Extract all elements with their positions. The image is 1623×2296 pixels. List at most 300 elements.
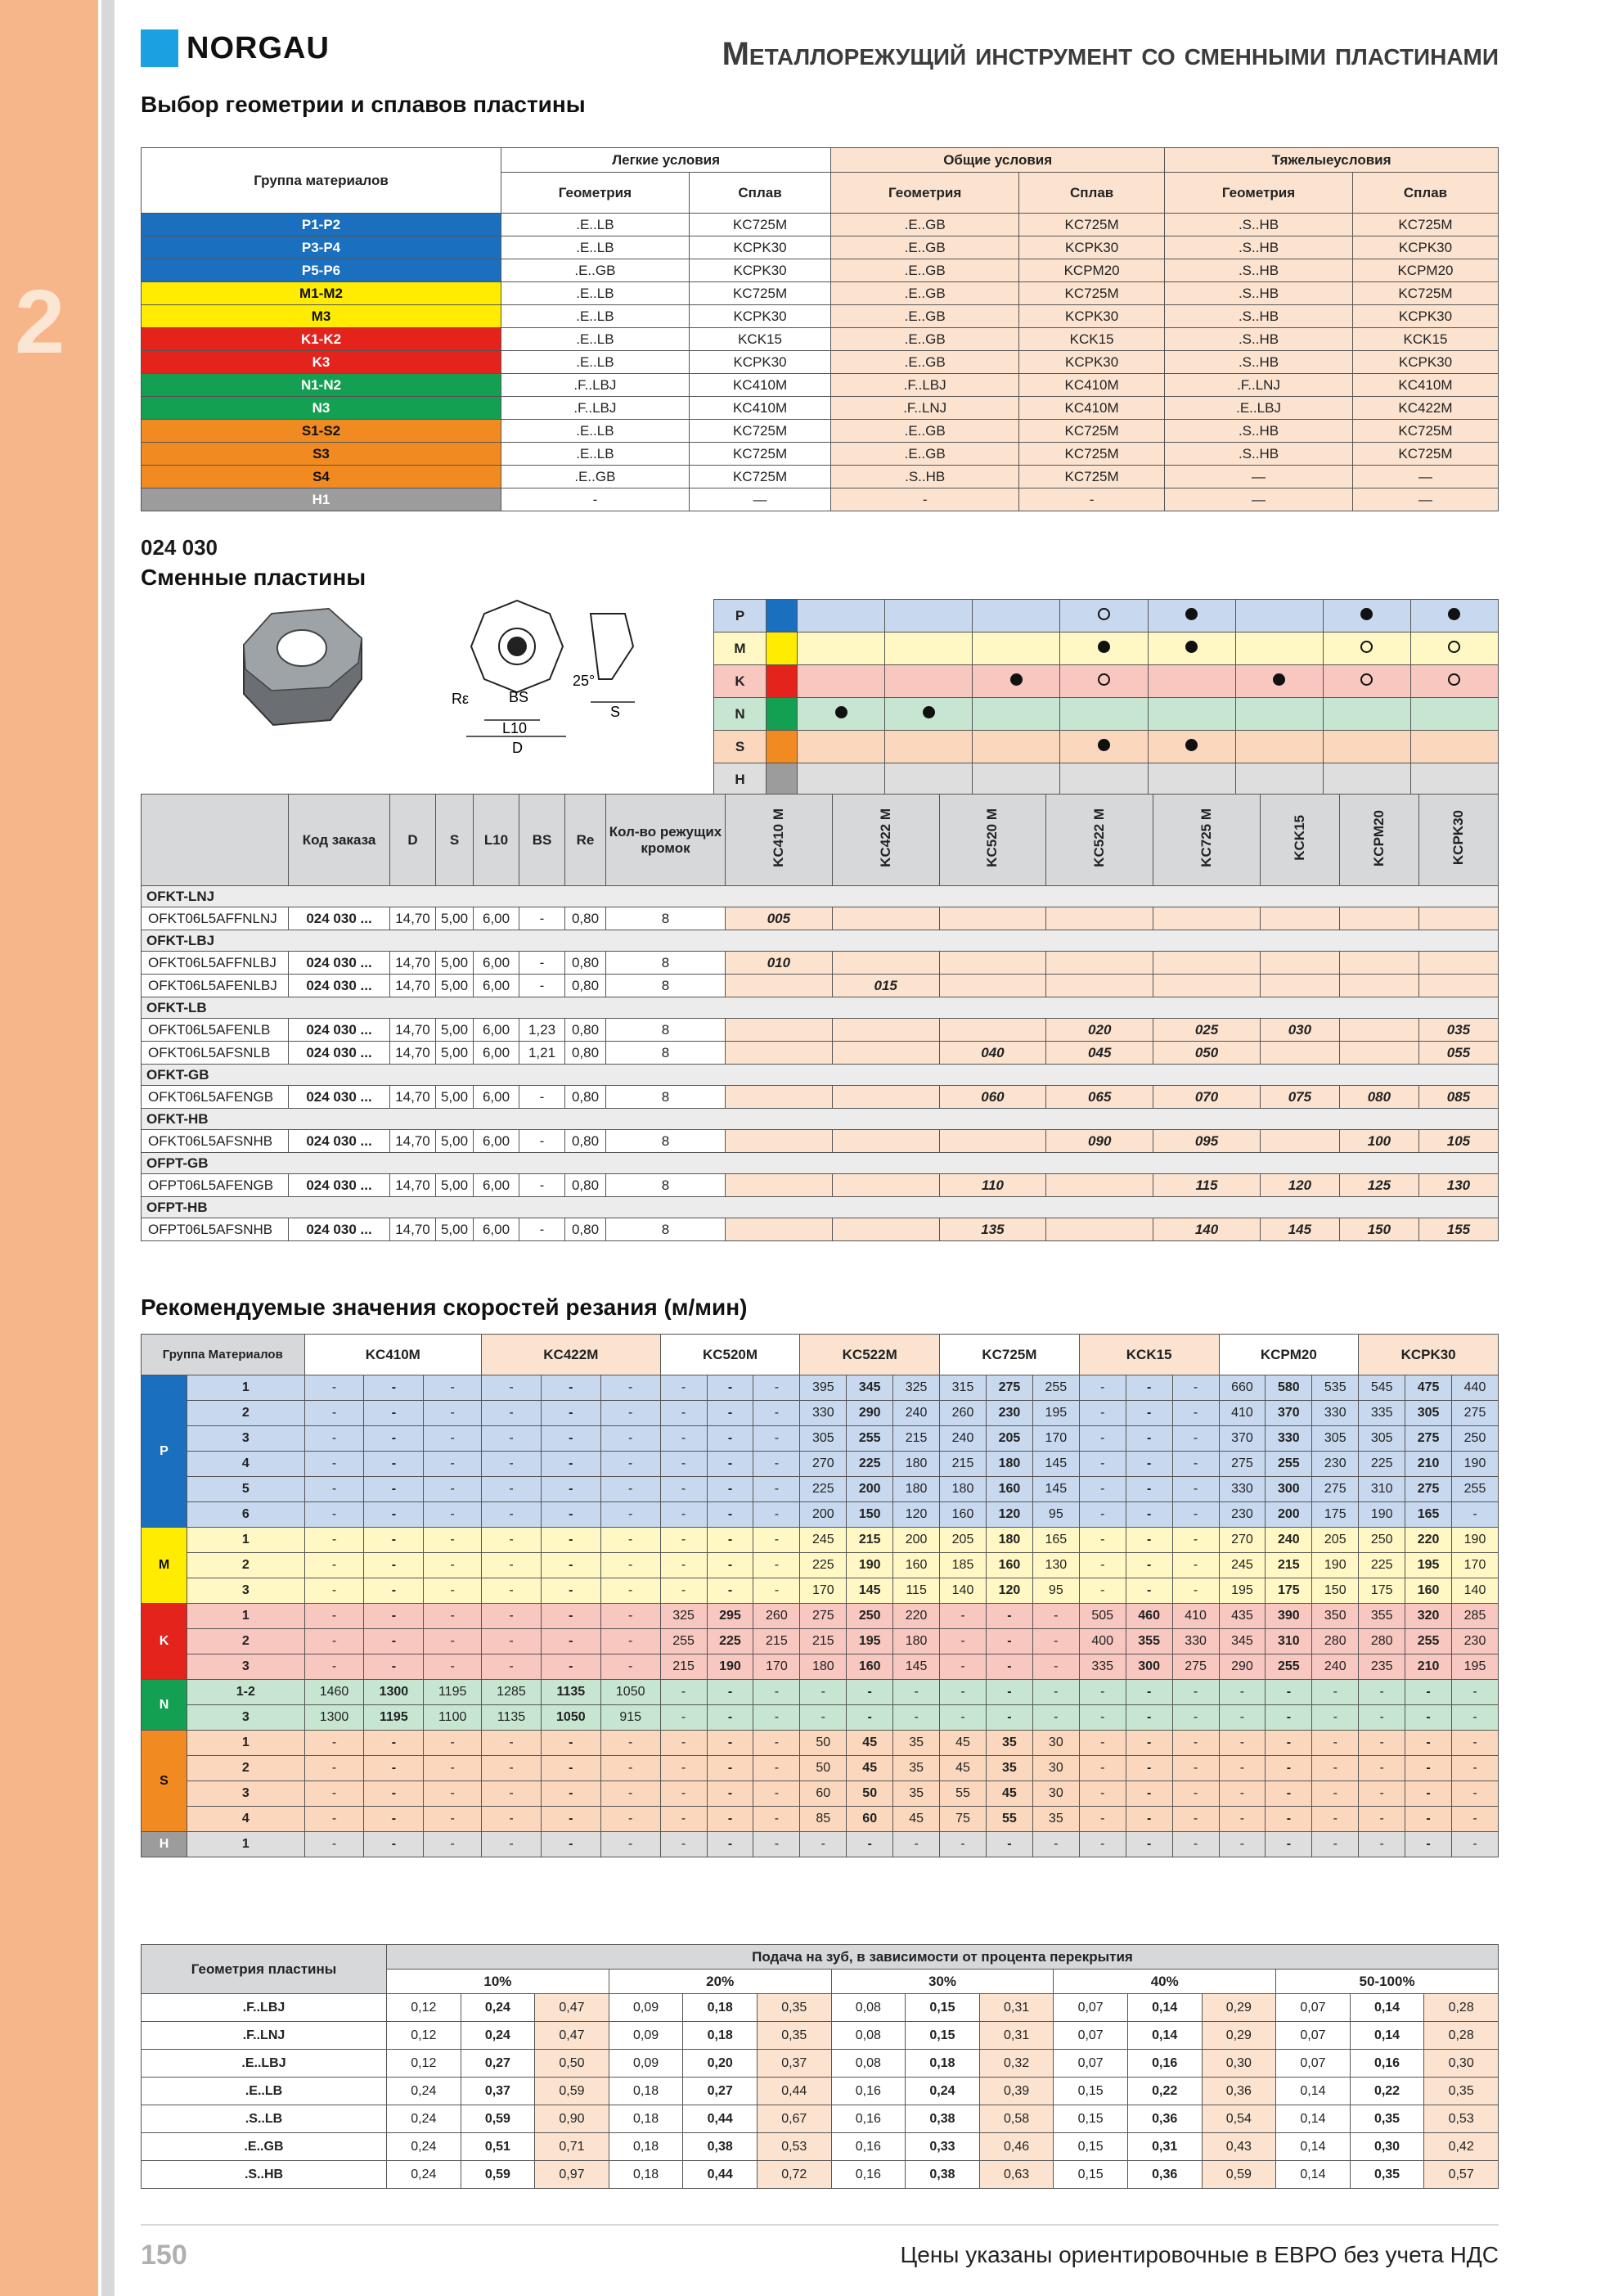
matrix-cell xyxy=(1323,633,1410,665)
ring-dot-icon xyxy=(1098,608,1110,620)
speed-cell: - xyxy=(364,1604,424,1629)
speed-cell: - xyxy=(753,1832,800,1857)
grade-code-cell: 025 xyxy=(1153,1019,1261,1042)
speed-cell: - xyxy=(1172,1781,1219,1807)
dim-bs: 1,21 xyxy=(519,1042,565,1065)
overlap-header: 20% xyxy=(609,1970,831,1994)
speed-cell: - xyxy=(1126,1426,1172,1452)
speed-group-cell: P xyxy=(142,1375,187,1528)
speed-grade-header: KC522M xyxy=(800,1335,940,1375)
speed-cell: 1100 xyxy=(424,1705,482,1731)
filled-dot-icon xyxy=(923,706,935,718)
dim-s: 5,00 xyxy=(436,975,474,997)
col-alloy-header: Сплав xyxy=(1352,173,1498,214)
speed-cell: - xyxy=(1405,1756,1452,1781)
grade-code-cell: 090 xyxy=(1046,1130,1153,1153)
grade-label: KCK15 xyxy=(1291,815,1307,861)
dim-re: 0,80 xyxy=(565,907,606,930)
feed-value: 0,07 xyxy=(1276,2022,1351,2050)
feed-value: 0,59 xyxy=(461,2161,535,2189)
speed-cell: - xyxy=(940,1629,987,1654)
speed-cell: - xyxy=(541,1401,600,1426)
feed-value: 0,54 xyxy=(1202,2105,1276,2133)
speed-cell: 280 xyxy=(1312,1629,1359,1654)
speed-cell: - xyxy=(1405,1832,1452,1857)
speed-cell: - xyxy=(600,1528,660,1553)
overlap-header: 50-100% xyxy=(1276,1970,1499,1994)
speed-cell: 305 xyxy=(1359,1426,1405,1452)
grade-label: KC422 M xyxy=(877,808,893,867)
selection-cell: .E..GB xyxy=(831,328,1019,351)
grade-code-cell xyxy=(1339,975,1418,997)
matrix-row xyxy=(714,600,1499,633)
speed-cell: - xyxy=(660,1528,707,1553)
speed-cell: 275 xyxy=(1312,1477,1359,1502)
feed-value: 0,33 xyxy=(906,2133,980,2161)
speed-cell: 220 xyxy=(1405,1528,1452,1553)
matrix-cell xyxy=(798,698,885,731)
feed-value: 0,39 xyxy=(979,2078,1054,2105)
selection-row xyxy=(142,328,1499,351)
speed-cell: - xyxy=(753,1756,800,1781)
speed-cell: - xyxy=(1172,1832,1219,1857)
speed-cell: - xyxy=(424,1502,482,1528)
speed-cell: - xyxy=(660,1705,707,1731)
grade-code-cell: 050 xyxy=(1153,1042,1261,1065)
speed-cell: - xyxy=(1079,1781,1126,1807)
speed-cell: - xyxy=(1219,1756,1266,1781)
feed-value: 0,14 xyxy=(1127,1994,1202,2022)
overlap-header: 40% xyxy=(1054,1970,1276,1994)
feed-value: 0,28 xyxy=(1424,2022,1499,2050)
feed-value: 0,30 xyxy=(1202,2050,1276,2078)
material-group-cell: S3 xyxy=(142,443,501,466)
speed-cell: - xyxy=(1452,1832,1499,1857)
speed-cell: - xyxy=(1126,1807,1172,1832)
speed-cell: 220 xyxy=(893,1604,940,1629)
filled-dot-icon xyxy=(1098,641,1110,653)
matrix-cell xyxy=(1410,763,1498,796)
filled-dot-icon xyxy=(1360,608,1373,620)
order-code: 024 030 ... xyxy=(289,952,390,975)
feed-value: 0,44 xyxy=(683,2105,758,2133)
speed-cell: - xyxy=(1405,1680,1452,1705)
feed-value: 0,32 xyxy=(979,2050,1054,2078)
speed-cell: 305 xyxy=(1312,1426,1359,1452)
speed-cell: - xyxy=(1172,1578,1219,1604)
grade-code-cell xyxy=(1153,975,1261,997)
dim-l10: 6,00 xyxy=(474,1086,519,1109)
feed-geometry: .E..LB xyxy=(142,2078,387,2105)
speed-cell: 145 xyxy=(1032,1477,1079,1502)
speed-cell: - xyxy=(1079,1756,1126,1781)
feed-value: 0,09 xyxy=(609,2022,683,2050)
feed-value: 0,63 xyxy=(979,2161,1054,2189)
grade-label: KC725 M xyxy=(1198,808,1215,867)
material-group-cell: P1-P2 xyxy=(142,214,501,236)
grade-header xyxy=(1260,795,1339,886)
feed-value: 0,07 xyxy=(1054,2022,1128,2050)
dim-s: 5,00 xyxy=(436,1218,474,1241)
selection-cell: .E..GB xyxy=(831,259,1019,282)
speed-cell: 250 xyxy=(847,1604,893,1629)
col-header: D xyxy=(390,795,436,886)
feed-value: 0,24 xyxy=(387,2105,461,2133)
speed-cell: 30 xyxy=(1032,1756,1079,1781)
feed-value: 0,08 xyxy=(831,2050,906,2078)
selection-cell: .F..LNJ xyxy=(831,397,1019,420)
speed-cell: - xyxy=(364,1401,424,1426)
speed-grade-header: KCPM20 xyxy=(1219,1335,1359,1375)
speed-cell: - xyxy=(986,1832,1032,1857)
label-s: S xyxy=(610,704,621,720)
feed-geometry: .E..LBJ xyxy=(142,2050,387,2078)
selection-row xyxy=(142,488,1499,511)
feed-value: 0,44 xyxy=(757,2078,831,2105)
speed-cell: - xyxy=(364,1654,424,1680)
dim-re: 0,80 xyxy=(565,1086,606,1109)
speed-cell: 45 xyxy=(893,1807,940,1832)
feed-value: 0,18 xyxy=(906,2050,980,2078)
selection-cell: KCPK30 xyxy=(689,236,830,259)
speed-cell: 240 xyxy=(1266,1528,1312,1553)
matrix-cell xyxy=(1060,763,1148,796)
group-name: OFKT-LBJ xyxy=(142,930,1499,952)
grade-code-cell xyxy=(832,1042,939,1065)
dim-s: 5,00 xyxy=(436,1174,474,1197)
speed-row xyxy=(142,1705,1499,1731)
insert-code: OFKT06L5AFSNLB xyxy=(142,1042,289,1065)
insert-code: OFPT06L5AFENGB xyxy=(142,1174,289,1197)
speed-cell: 35 xyxy=(986,1756,1032,1781)
speed-cell: - xyxy=(660,1756,707,1781)
speed-cell: - xyxy=(753,1477,800,1502)
speed-row xyxy=(142,1528,1499,1553)
grade-code-cell xyxy=(726,1086,833,1109)
dim-bs: - xyxy=(519,907,565,930)
geometry-alloy-table xyxy=(141,147,1499,511)
feed-value: 0,07 xyxy=(1054,1994,1128,2022)
speed-cell: - xyxy=(1172,1553,1219,1578)
speed-cell: - xyxy=(1079,1705,1126,1731)
matrix-cell xyxy=(1060,600,1148,633)
speed-cell: 330 xyxy=(1312,1401,1359,1426)
feed-value: 0,51 xyxy=(461,2133,535,2161)
speed-cell: - xyxy=(660,1452,707,1477)
group-row xyxy=(142,1109,1499,1130)
dim-d: 14,70 xyxy=(390,1042,436,1065)
speed-cell: 45 xyxy=(940,1731,987,1756)
matrix-color-swatch xyxy=(767,665,798,698)
matrix-cell xyxy=(798,763,885,796)
speed-cell: - xyxy=(660,1553,707,1578)
speed-cell: 240 xyxy=(940,1426,987,1452)
material-group-cell: K3 xyxy=(142,351,501,374)
speed-cell: - xyxy=(753,1375,800,1401)
speed-cell: 215 xyxy=(847,1528,893,1553)
speed-cell: 190 xyxy=(1359,1502,1405,1528)
selection-cell: KC725M xyxy=(1019,282,1165,305)
speed-cell: - xyxy=(1312,1731,1359,1756)
selection-cell: KCPM20 xyxy=(1019,259,1165,282)
cond-light-header: Легкие условия xyxy=(501,148,831,173)
dim-l10: 6,00 xyxy=(474,975,519,997)
matrix-color-swatch xyxy=(767,633,798,665)
speed-cell: - xyxy=(364,1832,424,1857)
grade-header xyxy=(1046,795,1153,886)
speed-cell: 180 xyxy=(940,1477,987,1502)
insert-row xyxy=(142,1174,1499,1197)
speed-cell: - xyxy=(1172,1756,1219,1781)
matrix-cell xyxy=(1323,665,1410,698)
matrix-cell xyxy=(885,633,973,665)
speed-cell: 345 xyxy=(1219,1629,1266,1654)
speed-cell: - xyxy=(600,1807,660,1832)
speed-cell: - xyxy=(1266,1731,1312,1756)
speed-cell: 230 xyxy=(1312,1452,1359,1477)
speed-cell: 275 xyxy=(986,1375,1032,1401)
dim-bs: - xyxy=(519,975,565,997)
ring-dot-icon xyxy=(1098,673,1110,686)
speed-cell: 260 xyxy=(753,1604,800,1629)
feed-value: 0,14 xyxy=(1276,2105,1351,2133)
feed-value: 0,47 xyxy=(535,2022,609,2050)
feed-value: 0,16 xyxy=(831,2078,906,2105)
speed-cell: - xyxy=(1266,1781,1312,1807)
speed-cell: 95 xyxy=(1032,1502,1079,1528)
grade-code-cell xyxy=(1046,952,1153,975)
selection-cell: KC725M xyxy=(1019,466,1165,488)
speed-cell: - xyxy=(940,1654,987,1680)
matrix-cell xyxy=(1060,633,1148,665)
matrix-cell xyxy=(973,665,1060,698)
grade-code-cell xyxy=(1260,975,1339,997)
speed-cell: - xyxy=(541,1756,600,1781)
speed-cell: 160 xyxy=(893,1553,940,1578)
speed-cell: 285 xyxy=(1452,1604,1499,1629)
speed-cell: - xyxy=(1172,1375,1219,1401)
speed-cell: 170 xyxy=(1032,1426,1079,1452)
group-row xyxy=(142,1197,1499,1218)
feed-row xyxy=(142,2078,1499,2105)
speed-cell: 275 xyxy=(1405,1426,1452,1452)
selection-cell: .E..LB xyxy=(501,420,690,443)
matrix-cell xyxy=(1323,698,1410,731)
feed-value: 0,36 xyxy=(1127,2105,1202,2133)
speed-cell: - xyxy=(1172,1528,1219,1553)
speed-cell: 1195 xyxy=(364,1705,424,1731)
feed-value: 0,24 xyxy=(461,1994,535,2022)
feed-value: 0,31 xyxy=(979,2022,1054,2050)
feed-value: 0,59 xyxy=(535,2078,609,2105)
speed-cell: 335 xyxy=(1359,1401,1405,1426)
matrix-cell xyxy=(885,731,973,763)
speed-cell: - xyxy=(364,1528,424,1553)
material-group-cell: N3 xyxy=(142,397,501,420)
sub-group-cell: 2 xyxy=(187,1756,305,1781)
section-title-selection: Выбор геометрии и сплавов пластины xyxy=(141,92,586,117)
speed-cell: 215 xyxy=(893,1426,940,1452)
speed-cell: - xyxy=(1452,1731,1499,1756)
speed-cell: - xyxy=(482,1578,542,1604)
feed-geometry: .F..LBJ xyxy=(142,1994,387,2022)
speed-cell: - xyxy=(753,1807,800,1832)
speed-cell: 545 xyxy=(1359,1375,1405,1401)
speed-cell: 160 xyxy=(940,1502,987,1528)
speed-cell: - xyxy=(1079,1375,1126,1401)
insert-code: OFKT06L5AFSNHB xyxy=(142,1130,289,1153)
speed-cell: 120 xyxy=(893,1502,940,1528)
grade-code-cell xyxy=(1418,975,1498,997)
feed-value: 0,90 xyxy=(535,2105,609,2133)
group-name: OFPT-GB xyxy=(142,1153,1499,1174)
speed-cell: 200 xyxy=(1266,1502,1312,1528)
speed-cell: - xyxy=(986,1680,1032,1705)
speed-cell: 260 xyxy=(940,1401,987,1426)
selection-cell: — xyxy=(1165,466,1353,488)
matrix-cell xyxy=(1235,698,1323,731)
speed-cell: 660 xyxy=(1219,1375,1266,1401)
grade-code-cell xyxy=(939,975,1046,997)
grade-code-cell: 085 xyxy=(1418,1086,1498,1109)
speed-cell: 215 xyxy=(660,1654,707,1680)
speed-cell: - xyxy=(541,1578,600,1604)
matrix-cell xyxy=(1060,731,1148,763)
speed-cell: 35 xyxy=(986,1731,1032,1756)
matrix-cell xyxy=(1235,600,1323,633)
speed-row xyxy=(142,1426,1499,1452)
feed-value: 0,36 xyxy=(1127,2161,1202,2189)
col-header: Re xyxy=(565,795,606,886)
selection-cell: .S..HB xyxy=(1165,236,1353,259)
speed-cell: 275 xyxy=(800,1604,847,1629)
speed-cell: - xyxy=(1266,1705,1312,1731)
matrix-cell xyxy=(1235,763,1323,796)
speed-cell: - xyxy=(364,1375,424,1401)
selection-cell: .S..HB xyxy=(1165,328,1353,351)
speed-cell: - xyxy=(753,1578,800,1604)
insert-code: OFKT06L5AFFNLNJ xyxy=(142,907,289,930)
edges: 8 xyxy=(606,907,726,930)
speed-cell: - xyxy=(1219,1781,1266,1807)
selection-cell: KC422M xyxy=(1352,397,1498,420)
speed-cell: 225 xyxy=(707,1629,753,1654)
matrix-cell xyxy=(1148,698,1235,731)
dim-re: 0,80 xyxy=(565,1042,606,1065)
group-row xyxy=(142,1153,1499,1174)
selection-row xyxy=(142,236,1499,259)
ring-dot-icon xyxy=(1448,673,1460,686)
dim-l10: 6,00 xyxy=(474,952,519,975)
feed-row xyxy=(142,2133,1499,2161)
speed-cell: 115 xyxy=(893,1578,940,1604)
grade-code-cell xyxy=(726,1042,833,1065)
speed-cell: 130 xyxy=(1032,1553,1079,1578)
group-name: OFKT-LB xyxy=(142,997,1499,1019)
speed-cell: - xyxy=(364,1629,424,1654)
matrix-cell xyxy=(1410,665,1498,698)
feed-value: 0,27 xyxy=(683,2078,758,2105)
feed-geometry: .E..GB xyxy=(142,2133,387,2161)
feed-value: 0,38 xyxy=(683,2133,758,2161)
speed-cell: 190 xyxy=(1452,1528,1499,1553)
selection-cell: KC410M xyxy=(1019,374,1165,397)
speed-cell: 270 xyxy=(1219,1528,1266,1553)
speed-cell: 95 xyxy=(1032,1578,1079,1604)
grade-code-cell xyxy=(1260,1130,1339,1153)
sub-group-cell: 1 xyxy=(187,1528,305,1553)
grade-code-cell xyxy=(1260,907,1339,930)
speed-cell: - xyxy=(541,1731,600,1756)
speed-cell: - xyxy=(424,1477,482,1502)
speed-cell: - xyxy=(1172,1731,1219,1756)
speed-cell: - xyxy=(1219,1705,1266,1731)
feed-value: 0,15 xyxy=(1054,2105,1128,2133)
selection-cell: .E..LB xyxy=(501,443,690,466)
grade-code-cell xyxy=(939,1019,1046,1042)
feed-value: 0,18 xyxy=(609,2078,683,2105)
speed-cell: - xyxy=(707,1477,753,1502)
grade-code-cell: 135 xyxy=(939,1218,1046,1241)
speed-cell: 310 xyxy=(1359,1477,1405,1502)
speed-cell: - xyxy=(364,1426,424,1452)
speed-cell: - xyxy=(1172,1401,1219,1426)
speed-cell: - xyxy=(482,1832,542,1857)
speed-cell: 145 xyxy=(847,1578,893,1604)
matrix-row xyxy=(714,731,1499,763)
grade-code-cell: 145 xyxy=(1260,1218,1339,1241)
group-row xyxy=(142,997,1499,1019)
feed-value: 0,18 xyxy=(609,2133,683,2161)
speed-cell: - xyxy=(600,1781,660,1807)
speed-cell: - xyxy=(364,1807,424,1832)
grade-code-cell xyxy=(726,1174,833,1197)
feed-value: 0,58 xyxy=(979,2105,1054,2133)
speed-cell: 300 xyxy=(1266,1477,1312,1502)
speed-cell: - xyxy=(707,1781,753,1807)
speed-cell: 205 xyxy=(1312,1528,1359,1553)
selection-cell: — xyxy=(689,488,830,511)
speed-cell: - xyxy=(424,1807,482,1832)
dim-d: 14,70 xyxy=(390,1174,436,1197)
material-suitability-matrix xyxy=(713,599,1499,796)
selection-cell: .E..LB xyxy=(501,236,690,259)
logo-square-icon xyxy=(141,29,178,67)
feed-value: 0,72 xyxy=(757,2161,831,2189)
speed-cell: - xyxy=(541,1604,600,1629)
edges: 8 xyxy=(606,975,726,997)
grade-code-cell: 125 xyxy=(1339,1174,1418,1197)
speed-row xyxy=(142,1477,1499,1502)
speed-cell: - xyxy=(1079,1553,1126,1578)
selection-cell: .S..HB xyxy=(1165,214,1353,236)
order-code: 024 030 ... xyxy=(289,1086,390,1109)
speed-cell: - xyxy=(660,1401,707,1426)
speed-cell: - xyxy=(1126,1705,1172,1731)
matrix-group-label: K xyxy=(714,665,767,698)
blank-header xyxy=(142,795,289,886)
speed-cell: 180 xyxy=(986,1528,1032,1553)
speed-cell: - xyxy=(304,1731,364,1756)
speed-row xyxy=(142,1807,1499,1832)
selection-cell: .E..GB xyxy=(831,236,1019,259)
feed-value: 0,16 xyxy=(831,2133,906,2161)
sub-group-cell: 3 xyxy=(187,1781,305,1807)
grade-label: KC520 M xyxy=(984,808,1000,867)
speed-cell: - xyxy=(1359,1832,1405,1857)
speed-cell: - xyxy=(424,1832,482,1857)
speed-cell: - xyxy=(707,1452,753,1477)
